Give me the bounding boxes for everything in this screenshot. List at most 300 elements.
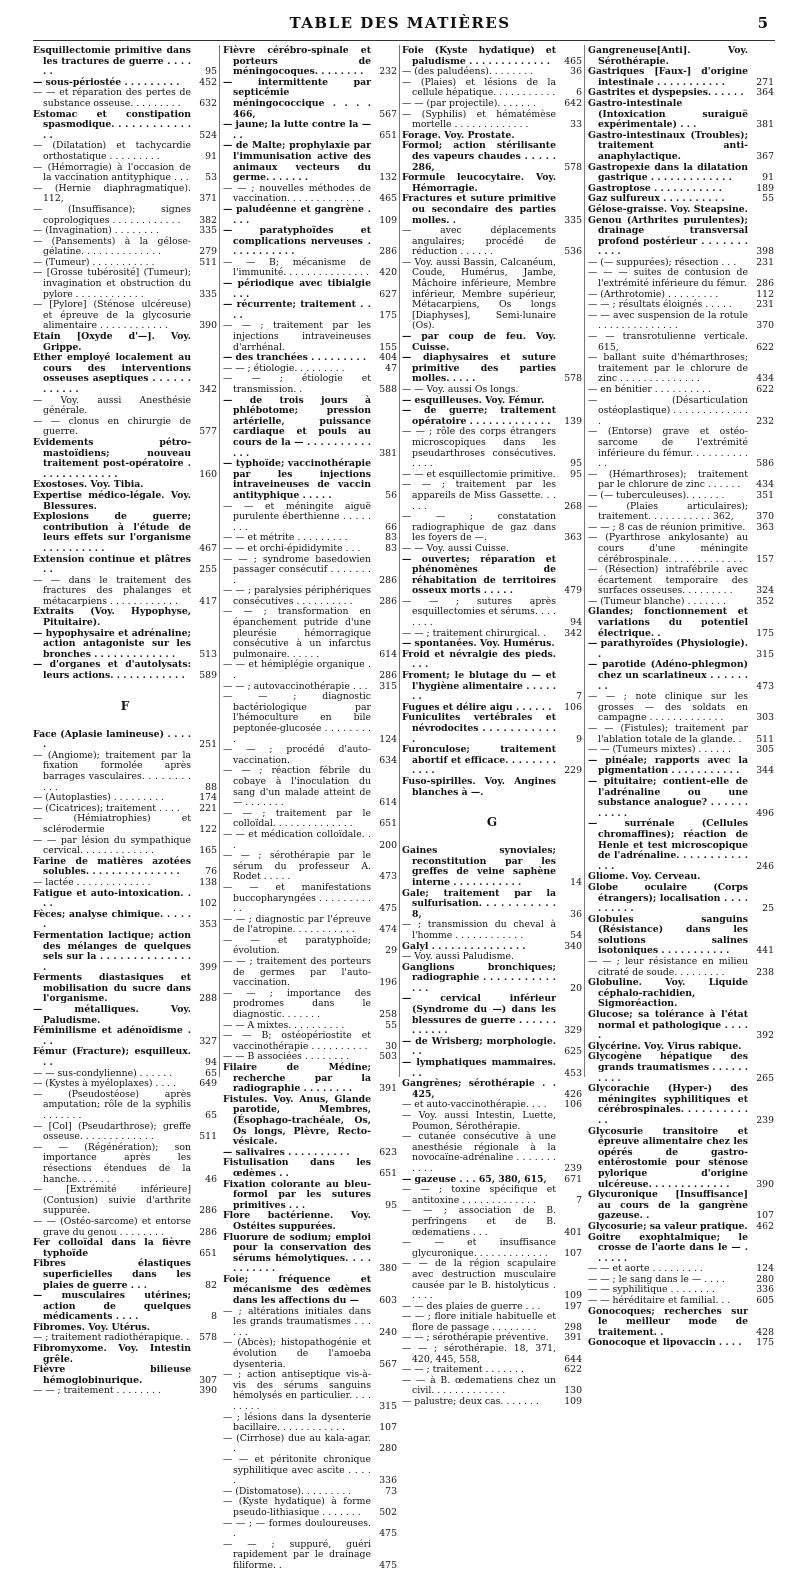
entry-text: — (Arthrotomie) . . . . . . . . . — [588, 288, 719, 300]
index-entry — [588, 311, 774, 332]
index-entry — [402, 1132, 582, 1174]
index-entry — [33, 730, 217, 751]
entry-text: — — syphilitique . . . . . . . . — [588, 1284, 715, 1296]
entry-text: Goitre exophtalmique; le crosse de l'aorte dans le — . . . . . . — [588, 1231, 748, 1264]
index-entry — [588, 819, 774, 872]
index-entry — [402, 78, 582, 99]
entry-page: 627 — [379, 288, 397, 300]
entry-page: 54 — [570, 929, 582, 941]
entry-page: 401 — [564, 1226, 582, 1238]
index-entry — [402, 1079, 582, 1100]
entry-text: — — (Tumeurs mixtes) . . . . . . — [588, 744, 731, 756]
entry-page: 33 — [570, 119, 582, 131]
entry-text: Glycosurie transitoire et épreuve alimentaire chez les opérés de gastro-entérostomie pour sténose pylorique d'origine ulcéreuse. . . . . . . . . . . . . — [588, 1125, 748, 1190]
entry-text: — — et réparation des pertes de substance osseuse. . . . . . . . . — [33, 87, 191, 109]
entry-page: 55 — [385, 1019, 397, 1031]
entry-page: 279 — [199, 246, 217, 258]
entry-text: — (Distomatose). . . . . . . . . — [223, 1485, 352, 1497]
index-entry — [402, 1344, 582, 1365]
entry-page: 614 — [379, 648, 397, 660]
entry-text: Fluorure de sodium; emploi pour la conservation des sérums hémolytiques. . . . . . . . . . . — [223, 1231, 371, 1275]
entry-page: 189 — [756, 182, 774, 194]
entry-page: 55 — [762, 193, 774, 205]
entry-text: — — A mixtes. . . . . . . . . . — [223, 1019, 345, 1031]
entry-page: 8 — [211, 1311, 217, 1323]
entry-text: — périodique avec tibialgie . . . — [223, 278, 371, 300]
entry-text: Formol; action stérilisante des vapeurs chaudes . . . . . 286, — [402, 140, 556, 173]
entry-text: — (Syphilis) et hématémèse mortelle . . . . . . . . . . . . . — [402, 108, 556, 131]
entry-page: 513 — [199, 648, 217, 660]
index-entry — [223, 830, 397, 851]
index-entry — [33, 1090, 217, 1122]
entry-page: 132 — [379, 172, 397, 184]
entry-text: — — ; transformation en épanchement putride d'une pleurésie hémorragique consécutive à un infarctus pulmonaire. . . . . . — [223, 606, 371, 660]
entry-text: — pinéale; rapports avec la pigmentation . . . . . . . . . . . — [588, 754, 748, 777]
entry-page: 246 — [756, 860, 774, 872]
index-column-3 — [402, 45, 582, 1408]
entry-text: Froment; le blutage du — et l'hygiène alimentaire . . . . . . . — [402, 670, 556, 703]
entry-text: — — — suites de contusion de l'extrémité inférieure du fémur. — [588, 267, 748, 290]
entry-text: — esquilleuses. Voy. Fémur. — [402, 394, 545, 406]
entry-text: Explosions de guerre; contribution à l'étude de leurs effets sur l'organisme . . . . . . . . . . — [33, 511, 191, 554]
entry-text: — [Extrémité inférieure] (Contusion) suivie d'arthrite suppurée. — [33, 1184, 191, 1217]
entry-text: Fibromyxome. Voy. Intestin grêle. — [33, 1343, 191, 1365]
entry-page: 475 — [379, 1559, 397, 1571]
entry-page: 280 — [756, 1273, 774, 1285]
index-entry — [402, 777, 582, 798]
entry-text: Genou (Arthrites purulentes); drainage transversal profond postérieur . . . . . . . . . . . — [588, 214, 748, 258]
entry-page: 231 — [756, 299, 774, 311]
index-entry — [33, 629, 217, 661]
index-entry — [223, 502, 397, 534]
entry-text: — — par lésion du sympathique cervical. . . . . . . . . . . . . — [33, 834, 191, 857]
index-entry — [223, 555, 397, 587]
index-entry — [33, 300, 217, 332]
index-entry — [33, 332, 217, 353]
entry-text: — — ; procédé d'auto-vaccination. — [223, 744, 371, 766]
index-entry — [588, 756, 774, 777]
index-entry — [588, 1307, 774, 1339]
entry-text: — — ; rôle des corps étrangers microscopiques dans les pseudarthroses consécutives. . . . . — [402, 426, 556, 470]
entry-text: — ; altérations initiales dans les grands traumatismes . . . . . . — [223, 1305, 371, 1338]
entry-text: — (Plaies articulaires); traitement. . . . . . . . . . . 362, — [588, 500, 748, 523]
entry-page: 197 — [564, 1300, 582, 1312]
entry-page: 634 — [379, 754, 397, 766]
entry-text: — Voy. aussi Anesthésie générale. — [33, 394, 191, 417]
entry-text: — métalliques. Voy. Paludisme. — [33, 1004, 191, 1026]
index-entry — [588, 268, 774, 289]
entry-text: Flore bactérienne. Voy. Ostéites suppurées. — [223, 1210, 371, 1232]
entry-text: Fatigue et auto-intoxication. . . . — [33, 887, 191, 910]
entry-page: 130 — [564, 1385, 582, 1397]
index-entry — [33, 1259, 217, 1291]
entry-page: 623 — [379, 1146, 397, 1158]
index-column-1 — [33, 45, 217, 1397]
entry-page: 124 — [756, 1263, 774, 1275]
entry-text: — lymphatiques mammaires. . . — [402, 1057, 556, 1079]
entry-page: 107 — [756, 1210, 774, 1222]
entry-page: 625 — [564, 1046, 582, 1058]
entry-text: Froid et névralgie des pieds. . . . — [402, 648, 556, 671]
entry-page: 298 — [564, 1321, 582, 1333]
page-number: 5 — [757, 14, 768, 32]
section-letter: F — [120, 698, 130, 713]
entry-page: 165 — [199, 845, 217, 857]
index-entry — [223, 1275, 397, 1307]
entry-text: — — héréditaire et familial. . . — [588, 1295, 731, 1307]
index-entry — [223, 957, 397, 989]
entry-text: — paludéenne et gangrène . . . . — [223, 203, 371, 226]
entry-page: 6 — [576, 87, 582, 99]
index-entry — [402, 406, 582, 427]
entry-text: Extension continue et plâtres . . — [33, 553, 191, 576]
entry-text: Fémur (Fracture); esquilleux. . . — [33, 1046, 191, 1069]
index-entry — [588, 131, 774, 163]
index-entry — [402, 427, 582, 469]
entry-page: 441 — [756, 945, 774, 957]
entry-text: — — (Fistules); traitement par l'ablation totale de la glande. . — [588, 723, 748, 745]
index-entry — [588, 353, 774, 385]
entry-page: 7 — [576, 1194, 582, 1206]
entry-text: Gaines synoviales; reconstitution par les greffes de veine saphène interne . . . . . . . . . . . — [402, 845, 556, 888]
entry-page: 364 — [756, 87, 774, 99]
entry-page: 417 — [199, 595, 217, 607]
entry-page: 94 — [205, 1057, 217, 1069]
entry-page: 370 — [756, 511, 774, 523]
index-entry — [33, 857, 217, 878]
entry-page: 589 — [199, 670, 217, 682]
entry-text: Glandes; fonctionnement et variations du potentiel électrique. . — [588, 606, 748, 639]
entry-text: Gangreneuse[Anti]. Voy. Sérothérapie. — [588, 45, 748, 67]
index-entry — [33, 973, 217, 1005]
index-entry — [33, 438, 217, 480]
entry-text: — (Tumeur) . . . . . . . . . . . — [33, 256, 155, 268]
entry-page: 426 — [564, 1088, 582, 1100]
entry-text: — — ; — formes douloureuses. . — [223, 1517, 371, 1540]
index-entry — [33, 889, 217, 910]
entry-page: 603 — [379, 1295, 397, 1307]
entry-page: 363 — [756, 521, 774, 533]
index-entry — [33, 1344, 217, 1365]
entry-text: Fixation colorante au bleu-formol par les sutures primitives . . . — [223, 1178, 371, 1211]
entry-page: 473 — [756, 680, 774, 692]
entry-text: — — ; traitement . . . . . . . — [402, 1364, 524, 1376]
index-entry — [33, 1047, 217, 1068]
entry-page: 651 — [199, 1247, 217, 1259]
entry-text: Expertise médico-légale. Voy. Blessures. — [33, 489, 191, 512]
entry-text: — — et hémiplégie organique . . — [223, 659, 371, 682]
index-entry — [33, 46, 217, 78]
index-entry — [33, 576, 217, 608]
index-entry — [223, 321, 397, 353]
entry-text: — (Pseudostéose) après amputation; rôle de la syphilis . . . . . . . — [33, 1088, 191, 1121]
index-entry — [223, 1180, 397, 1212]
index-entry — [223, 1370, 397, 1412]
index-entry — [588, 883, 774, 915]
index-entry — [223, 1233, 397, 1275]
index-entry — [588, 470, 774, 491]
entry-page: 467 — [199, 542, 217, 554]
index-entry — [33, 555, 217, 576]
entry-page: 577 — [199, 426, 217, 438]
entry-text: — lactée . . . . . . . . . . . . . — [33, 876, 151, 888]
index-entry — [223, 396, 397, 460]
entry-page: 453 — [564, 1067, 582, 1079]
index-entry — [33, 1217, 217, 1238]
entry-page: 36 — [570, 908, 582, 920]
entry-page: 175 — [756, 627, 774, 639]
index-entry — [223, 809, 397, 830]
entry-text: Glycérine. Voy. Virus rabique. — [588, 1040, 742, 1052]
entry-text: — (Cicatrices); traitement . . . . — [33, 802, 180, 814]
entry-text: — ballant suite d'hémarthroses; traitement par le chlorure de zinc . . . . . . . . . . . . . . — [588, 352, 748, 385]
entry-page: 65 — [205, 1067, 217, 1079]
index-entry — [588, 1127, 774, 1191]
entry-text: Ganglions bronchiques; radiographie . . . . . . . . . . . . . . — [402, 961, 556, 994]
entry-text: — (— suppurées); résection . . . — [588, 256, 737, 268]
entry-text: — (Autoplasties) . . . . . . . . . — [33, 792, 164, 804]
entry-text: — (Plaies) et lésions de la cellule hépatique. . . . . . . . . . . — [402, 76, 556, 99]
entry-page: 434 — [756, 373, 774, 385]
index-entry — [588, 639, 774, 660]
entry-page: 303 — [756, 712, 774, 724]
index-entry — [223, 1031, 397, 1052]
entry-page: 91 — [762, 172, 774, 184]
index-entry — [402, 1397, 582, 1408]
entry-text: Face (Aplasie lamineuse) . . . . . — [33, 728, 191, 751]
entry-text: — ; lésions dans la dysenterie bacillaire. . . . . . . . . . . . — [223, 1411, 371, 1434]
index-entry — [402, 889, 582, 921]
index-entry — [402, 110, 582, 131]
entry-text: — — (Ostéo-sarcome) et entorse grave du genou . . . . . . . . — [33, 1215, 191, 1238]
entry-page: 340 — [564, 940, 582, 952]
entry-page: 327 — [199, 1035, 217, 1047]
index-entry — [33, 1185, 217, 1217]
entry-page: 76 — [205, 866, 217, 878]
index-entry — [223, 184, 397, 205]
entry-text: Globuline. Voy. Liquide céphalo-rachidien, Sigmoréaction. — [588, 977, 748, 1010]
entry-text: — parathyroïdes (Physiologie). . — [588, 638, 748, 660]
entry-page: 622 — [756, 341, 774, 353]
entry-text: Fièvre cérébro-spinale et porteurs de méningocoques. . . . . . . . — [223, 45, 371, 78]
entry-text: Fuso-spirilles. Voy. Angines blanches à —. — [402, 775, 556, 798]
entry-page: 651 — [379, 1167, 397, 1179]
entry-page: 367 — [756, 150, 774, 162]
entry-page: 465 — [564, 55, 582, 67]
entry-text: Evidements pétro-mastoïdiens; nouveau traitement post-opératoire . . . . . . . . . . . . . — [33, 436, 191, 480]
entry-text: — musculaires utérines; action de quelques médicaments . . . . — [33, 1290, 191, 1323]
entry-text: — — ; constatation radiographique de gaz dans les foyers de —. — [402, 511, 556, 544]
index-entry — [223, 915, 397, 936]
entry-page: 160 — [199, 468, 217, 480]
entry-text: Farine de matières azotées solubles. . . . . . . . . . . . . . . — [33, 855, 191, 878]
entry-text: — de trois jours à phlébotome; pression artérielle, puissance cardiaque et pouls au cours de la — . . . . . . . . . . . . . — [223, 394, 371, 459]
index-entry — [33, 931, 217, 973]
entry-text: Fibromes. Voy. Utérus. — [33, 1321, 151, 1333]
index-column-4 — [588, 45, 774, 1349]
entry-text: — ; traitement radiothérapique. . — [33, 1332, 190, 1344]
entry-page: 462 — [756, 1220, 774, 1232]
entry-text: — avec déplacements angulaires; procédé de réduction . . . . . . — [402, 225, 556, 258]
index-entry — [223, 989, 397, 1021]
entry-page: 578 — [199, 1332, 217, 1344]
entry-text: Gastrites et dyspepsies. . . . . . — [588, 87, 744, 99]
entry-page: 288 — [199, 993, 217, 1005]
entry-page: 239 — [564, 1162, 582, 1174]
entry-text: — — et médication colloïdale. . . — [223, 828, 371, 851]
index-entry — [223, 1519, 397, 1540]
entry-page: 265 — [756, 1072, 774, 1084]
entry-page: 622 — [564, 1364, 582, 1376]
entry-page: 231 — [756, 256, 774, 268]
entry-text: — — ; réaction fébrile du cobaye à l'inoculation du sang d'un malade atteint de — . . . . . . . — [223, 765, 371, 809]
index-entry — [33, 910, 217, 931]
index-entry — [402, 745, 582, 777]
entry-text: — — ; autovaccinothérapie . . . — [223, 680, 368, 692]
entry-page: 398 — [756, 246, 774, 258]
entry-page: 20 — [570, 982, 582, 994]
index-entry — [223, 766, 397, 808]
entry-text: Gastro-intestinale (Intoxication suraiguë expérimentale) . . . — [588, 97, 748, 131]
index-entry — [223, 1434, 397, 1455]
entry-page: 614 — [379, 797, 397, 809]
entry-text: — — et paratyphoïde; évolution. — [223, 934, 371, 957]
entry-page: 122 — [199, 823, 217, 835]
index-entry — [223, 46, 397, 78]
entry-page: 392 — [756, 1030, 774, 1042]
entry-page: 155 — [379, 341, 397, 353]
entry-text: — ; transmission du cheval à l'homme . . . . . . . . . . . . — [402, 919, 556, 941]
entry-text: — [Pylore] (Sténose ulcéreuse) et épreuve de la glycosurie alimentaire . . . . . . . . . . . . — [33, 299, 191, 332]
index-entry — [223, 459, 397, 501]
entry-text: — paratyphoïdes et complications nerveuses . . . . . . . . . . . — [223, 225, 371, 258]
entry-page: 329 — [564, 1025, 582, 1037]
entry-page: 200 — [379, 839, 397, 851]
entry-page: 342 — [199, 384, 217, 395]
index-entry — [33, 88, 217, 109]
entry-page: 370 — [756, 320, 774, 332]
entry-text: Globules sanguins (Résistance) dans les solutions salines isotoniques . . . . . . . . . . . — [588, 913, 748, 957]
index-entry — [223, 1497, 397, 1518]
index-entry — [33, 268, 217, 300]
entry-page: 336 — [379, 1475, 397, 1487]
index-entry — [223, 1338, 397, 1370]
entry-page: 112 — [756, 288, 774, 300]
index-entry — [402, 173, 582, 194]
entry-text: — (Tumeur blanche) . . . . . . . — [588, 595, 726, 607]
entry-text: Gonocoques; recherches sur le meilleur mode de traitement. . — [588, 1305, 748, 1338]
entry-text: Foie; fréquence et mécanisme des œdèmes dans les affections du — — [223, 1273, 371, 1307]
entry-text: — — ; syndrome basedowien passager consécutif . . . . . . . . — [223, 553, 371, 586]
entry-text: — — de la région scapulaire avec destruction musculaire causée par le B. histolyticus . . . . . — [402, 1258, 556, 1302]
index-entry — [588, 724, 774, 745]
index-entry — [402, 46, 582, 67]
entry-page: 351 — [756, 489, 774, 501]
index-entry — [588, 502, 774, 523]
entry-page: 91 — [205, 150, 217, 162]
index-entry — [223, 692, 397, 745]
index-entry — [588, 565, 774, 597]
entry-page: 632 — [199, 97, 217, 109]
index-entry — [588, 1338, 774, 1349]
entry-text: Furonculose; traitement abortif et efficace. . . . . . . . . . . . — [402, 744, 556, 777]
entry-page: 382 — [199, 214, 217, 226]
entry-text: — (Kystes à myéloplaxes) . . . . — [33, 1078, 177, 1090]
index-entry — [33, 1386, 217, 1397]
index-entry — [223, 120, 397, 141]
index-entry — [223, 586, 397, 607]
entry-text: Gastriques [Faux-] d'origine intestinale . . . . . . . . . . . — [588, 66, 748, 88]
entry-text: — gazeuse . . . 65, 380, 615, — [402, 1173, 547, 1185]
entry-text: — — ; traitement des porteurs de germes par l'auto-vaccination. — [223, 956, 371, 989]
entry-text: — (Abcès); histopathogénie et évolution de l'amoeba dysenteria. — [223, 1337, 371, 1370]
entry-page: 94 — [570, 617, 582, 629]
index-entry — [223, 883, 397, 915]
index-entry — [223, 660, 397, 681]
index-entry — [402, 258, 582, 332]
index-entry — [33, 607, 217, 628]
entry-page: 280 — [379, 1443, 397, 1455]
index-entry — [588, 99, 774, 131]
entry-text: — — ; traitement chirurgical. . — [402, 627, 547, 639]
entry-page: 496 — [756, 807, 774, 819]
index-entry — [223, 1211, 397, 1232]
entry-text: Glycogène hépatique des grands traumatismes . . . . . . . . . . — [588, 1051, 748, 1084]
column-divider — [399, 45, 400, 1077]
entry-page: 315 — [379, 1401, 397, 1412]
index-entry — [588, 1233, 774, 1265]
index-entry — [33, 110, 217, 142]
index-entry — [588, 915, 774, 957]
index-entry — [33, 237, 217, 258]
entry-page: 106 — [564, 1099, 582, 1111]
entry-page: 399 — [199, 961, 217, 973]
index-entry — [402, 1238, 582, 1259]
entry-text: — pituitaire; contient-elle de l'adrénaline ou une substance analogue? . . . . . . . . . . . — [588, 775, 748, 819]
index-entry — [33, 751, 217, 793]
index-entry — [33, 660, 217, 681]
entry-text: — — ; sérothérapie préventive. — [402, 1332, 549, 1344]
entry-page: 390 — [756, 1178, 774, 1190]
index-entry — [402, 846, 582, 888]
entry-text: — — ; suppuré, guéri rapidement par le drainage filiforme. . — [223, 1538, 371, 1571]
entry-text: Gale; traitement par la sulfurisation. . . . . . . . . . . 8, — [402, 887, 556, 920]
entry-text: Glucose; sa tolérance à l'état normal et pathologique . . . . . — [588, 1009, 748, 1042]
entry-page: 644 — [564, 1353, 582, 1365]
entry-page: 307 — [199, 1374, 217, 1386]
entry-page: 255 — [199, 564, 217, 576]
entry-text: Gélose-graisse. Voy. Steapsine. — [588, 203, 748, 215]
index-entry — [223, 374, 397, 395]
entry-text: — (Désarticulation ostéoplastique) . . . . . . . . . . . . . . — [588, 394, 748, 427]
entry-text: — — ; toxine spécifique et antitoxine . . . . . . . . . . . . . — [402, 1184, 556, 1206]
entry-text: Fistulisation dans les œdèmes . . — [223, 1157, 371, 1179]
entry-page: 232 — [756, 415, 774, 427]
entry-page: 286 — [379, 670, 397, 682]
entry-text: Fibres élastiques superficielles dans les plaies de guerre . . . — [33, 1258, 191, 1291]
index-entry — [33, 836, 217, 857]
index-entry — [402, 226, 582, 258]
entry-text: — typhoïde; vaccinothérapie par les injections intraveineuses de vaccin antityphique . . . . . — [223, 458, 371, 501]
entry-page: 390 — [199, 1385, 217, 1397]
entry-text: — — ; traitement par les appareils de Miss Gassette. . . . . . — [402, 479, 556, 512]
entry-text: — — B; mécanisme de l'immunité. . . . . . . . . . . . . . . — [223, 256, 371, 279]
entry-text: Fèces; analyse chimique. . . . . . — [33, 908, 191, 931]
index-entry — [33, 417, 217, 438]
index-entry — [402, 650, 582, 671]
entry-text: — jaune; la lutte contre la — . . — [223, 119, 371, 141]
index-entry — [402, 1111, 582, 1132]
